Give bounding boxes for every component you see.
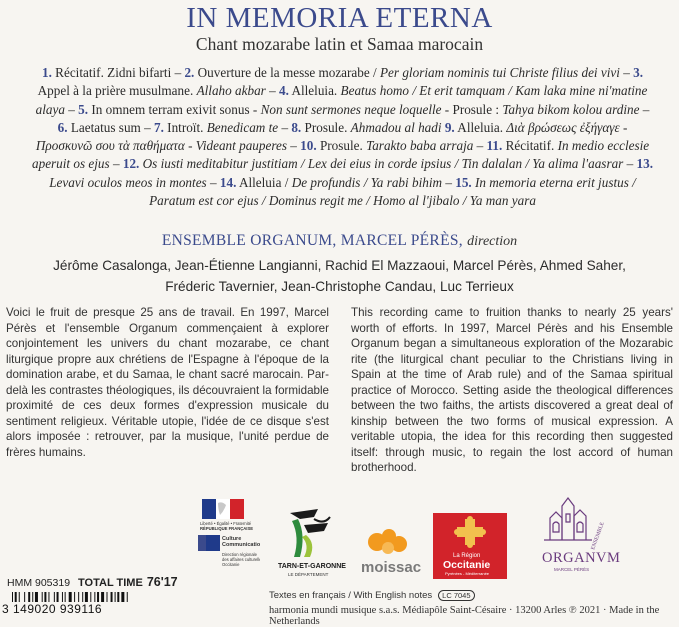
ensemble-name: ENSEMBLE ORGANUM, MARCEL PÉRÈS,: [161, 232, 463, 249]
barcode-bar: [35, 592, 38, 602]
track-title: - Prosule :: [444, 101, 500, 117]
track-subtitle: Tarakto baba arraja: [366, 138, 474, 154]
track-number: 14.: [219, 174, 237, 190]
track-number: 2.: [184, 65, 195, 80]
track-subtitle: In medio ecclesie aperuit os ejus: [32, 138, 650, 172]
ensemble-credit: [0, 232, 679, 250]
direction-label: direction: [467, 234, 518, 249]
region-occitanie-logo: [433, 513, 507, 579]
track-number: 12.: [122, 156, 140, 172]
barcode-bar: [74, 592, 75, 602]
barcode-bar: [19, 592, 20, 602]
organum-name: ORGANVM: [542, 550, 620, 566]
track-title: In omnem terram exivit sonus -: [91, 101, 258, 117]
communication-label: Communication: [222, 542, 260, 548]
track-number: 5.: [78, 101, 89, 117]
track-title: Prosule.: [319, 138, 363, 154]
barcode-bar: [42, 592, 43, 602]
track-title: Récitatif. Zidni bifarti: [55, 65, 172, 80]
track-title: Appel à la prière musulmane.: [37, 83, 194, 99]
barcode-bar: [85, 592, 88, 602]
region-label: La Région: [453, 553, 481, 559]
barcode-bar: [48, 592, 49, 602]
track-number: 13.: [636, 156, 653, 172]
track-title: Alleluia.: [457, 119, 504, 135]
region-subname: Pyrénées - Méditerranée: [445, 571, 490, 576]
liner-notes-french: Voici le fruit de presque 25 ans de travail. En 1997, Marcel Pérès et l'ensemble Organum commençaient à explorer conjointement les univers du chant mozarabe, ce chant liturgique propre aux chrétiens de l'Espagne à l'époque de la domination arabe, et du Samaa, le chant sacré marocain. Par-delà les contrastes théologiques, ils découvraient la formidable proximité de ces deux formes d'expression musicale du sentiment religieux. Véritable utopie, l'idée de ce disque s'est alors imposée : retrouver, par la musique, l'unité perdue de frères humains.: [6, 306, 329, 459]
track-subtitle: Per gloriam nominis tui Christe filius dei vivi: [380, 65, 620, 80]
musicians-line: Jérôme Casalonga, Jean-Étienne Langianni, Rachid El Mazzaoui, Marcel Pérès, Ahmed Saher,: [53, 258, 626, 273]
barcode-bar: [127, 592, 128, 602]
barcode-bar: [117, 592, 119, 602]
track-subtitle: Os iusti meditabitur justitiam / Lex dei eius in corde ipsius / Tin dalalan / Ya alima l'aasrar: [142, 156, 624, 172]
tarn-et-garonne-logo: [270, 505, 352, 583]
organum-arc: ENSEMBLE: [590, 521, 606, 551]
track-title: Introït.: [167, 119, 204, 135]
barcode-bar: [97, 592, 99, 602]
track-number: 6.: [57, 119, 68, 135]
album-subtitle: Chant mozarabe latin et Samaa marocain: [195, 34, 484, 54]
barcode-bar: [12, 592, 13, 602]
track-title: Alleluia /: [238, 174, 289, 190]
region-name: Occitanie: [443, 559, 491, 571]
barcode-bar: [28, 592, 30, 602]
drac-line: des affaires culturelles: [222, 557, 260, 562]
barcode-digits: 3 149020 939116: [2, 602, 103, 616]
track-title: Récitatif.: [505, 138, 555, 154]
track-subtitle: Allaho akbar: [196, 83, 266, 99]
track-subtitle: De profundis / Ya rabi bihim: [291, 174, 443, 190]
republique-label: RÉPUBLIQUE FRANÇAISE: [200, 526, 254, 531]
track-number: 9.: [444, 119, 455, 135]
track-subtitle: Beatus homo / Et erit tamquam / Kam laka mine ni'matine alaya: [35, 83, 648, 117]
track-number: 3.: [633, 65, 644, 80]
barcode-bar: [44, 592, 46, 602]
track-subtitle: Διὰ βρώσεως ἐξήγαγε - Προσκυνῶ σου τὰ παθήματα - Videant pauperes: [35, 119, 628, 154]
barcode-bar: [94, 592, 95, 602]
track-number: 15.: [455, 174, 472, 190]
track-number: 7.: [153, 119, 164, 135]
track-title: Prosule.: [304, 119, 348, 135]
track-subtitle: Ahmadou al hadi: [350, 119, 442, 135]
tarn-sublabel: LE DÉPARTEMENT: [288, 572, 329, 577]
culture-label: Culture: [222, 536, 242, 542]
barcode-bar: [107, 592, 108, 602]
track-subtitle: Non sunt sermones neque loquelle: [260, 101, 442, 117]
barcode-bar: [115, 592, 116, 602]
track-number: 1.: [41, 65, 52, 80]
catalog-number: HMM 905319: [7, 577, 71, 589]
track-number: 10.: [300, 138, 317, 154]
barcode-bar: [57, 592, 59, 602]
total-time-label: TOTAL TIME: [78, 577, 143, 589]
track-number: 11.: [486, 138, 503, 154]
drac-line: Direction régionale: [222, 552, 257, 557]
tracklist: 1. Récitatif. Zidni bifarti – 2. Ouverture de la messe mozarabe / Per gloriam nominis tui Christe filius dei vivi – 3. Appel à la prière musulmane. Allaho akbar – 4. Alleluia. Beatus homo / Et erit tamquam / Kam laka mine ni'matine alaya – 5. In omnem terram exivit sonus - Non sunt sermones neque loquelle - Prosule : Tahya bikom kolou ardine – 6. Laetatus sum – 7. Introït. Benedicam te – 8. Prosule. Ahmadou al hadi 9. Alleluia. Διὰ βρώσεως ἐξήγαγε - Προσκυνῶ σου τὰ παθήματα - Videant pauperes – 10. Prosule. Tarakto baba arraja – 11. Récitatif. In medio ecclesie aperuit os ejus – 12. Os iusti meditabitur justitiam / Lex dei eius in corde ipsius / Tin dalalan / Ya alima l'aasrar – 13. Levavi oculos meos in montes – 14. Alleluia / De profundis / Ya rabi bihim – 15. In memoria eterna erit justus / Paratum est cor ejus / Dominus regit me / Homo al l'jibalo / Ya man yara: [32, 65, 653, 209]
label-code-badge: LC 7045: [438, 590, 474, 601]
track-number: 4.: [278, 83, 289, 99]
republique-francaise-logo: [196, 497, 260, 575]
track-number: 8.: [291, 119, 302, 135]
barcode-bar: [101, 592, 104, 602]
barcode-bar: [65, 592, 66, 602]
musicians-line: Fréderic Tavernier, Jean-Christophe Candau, Luc Terrieux: [165, 279, 514, 294]
barcode-bar: [15, 592, 17, 602]
publisher-line: harmonia mundi musique s.a.s. Médiapôle Saint-Césaire · 13200 Arles ℗ 2021 · Made in the Netherlands: [269, 605, 660, 627]
barcode-bar: [82, 592, 83, 602]
track-subtitle: Tahya bikom kolou ardine: [502, 101, 640, 117]
tarn-label: TARN-ET-GARONNE: [278, 563, 346, 570]
ensemble-organum-logo: [520, 492, 620, 587]
total-time-value: 76'17: [146, 575, 178, 589]
moissac-label: moissac: [361, 559, 422, 576]
track-subtitle: Benedicam te: [206, 119, 279, 135]
barcode-bar: [54, 592, 55, 602]
track-subtitle: Levavi oculos meos in montes: [49, 174, 207, 190]
barcode-bar: [121, 592, 124, 602]
barcode-bar: [78, 592, 79, 602]
catalog-info: [7, 575, 178, 589]
track-subtitle: In memoria eterna erit justus / Paratum est cor ejus / Dominus regit me / Homo al l'jibalo / Ya man yara: [149, 174, 636, 209]
barcode-bar: [90, 592, 91, 602]
barcode-bar: [32, 592, 33, 602]
organum-sub: MARCEL PÉRÈS: [554, 567, 590, 572]
moissac-logo: [355, 520, 425, 582]
barcode-bar: [69, 592, 72, 602]
barcode-bar: [62, 592, 63, 602]
texts-label: Textes en français / With English notes: [269, 590, 433, 602]
republique-motto: Liberté • Égalité • Fraternité: [200, 521, 252, 526]
barcode-bar: [111, 592, 113, 602]
track-title: Ouverture de la messe mozarabe /: [197, 65, 377, 80]
drac-line: Occitanie: [222, 562, 240, 567]
language-notes: [269, 590, 475, 601]
musicians-list: [0, 255, 679, 297]
track-title: Alleluia.: [291, 83, 338, 99]
liner-notes-english: This recording came to fruition thanks to nearly 25 years' worth of efforts. In 1997, Marcel Pérès and his Ensemble Organum began a simultaneous exploration of the Mozarabic rite (the liturgical chant peculiar to the Christians living in Spain at the time of Arab rule) and of the Samaa spiritual practice of Morocco. Setting aside the theological differences between the two faiths, the artists discovered a great deal of kinship between the two forms of musical expression. A veritable utopia, the idea for this recording then suggested itself: through music, to regain the lost accord of human brotherhood.: [351, 306, 673, 475]
barcode-bar: [24, 592, 25, 602]
track-title: Laetatus sum: [70, 119, 141, 135]
album-title: IN MEMORIA ETERNA: [186, 2, 493, 34]
